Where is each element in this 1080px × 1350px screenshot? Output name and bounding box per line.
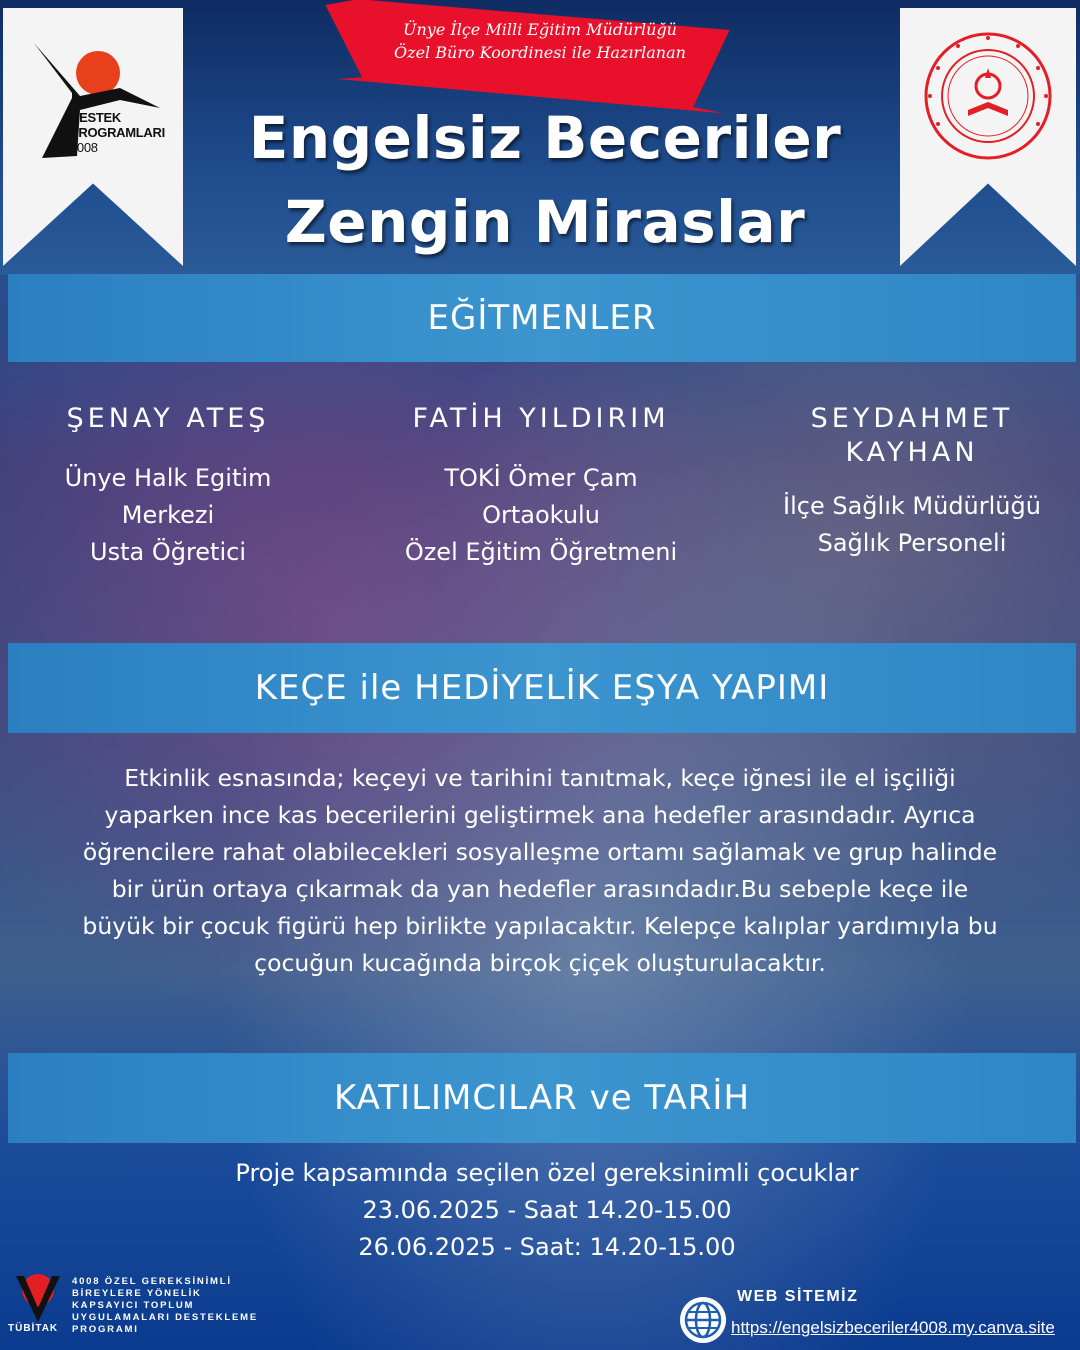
participants-date: 23.06.2025 - Saat 14.20-15.00 bbox=[362, 1196, 732, 1224]
trainer-card-1 bbox=[0, 402, 338, 571]
description-line: çocuğun kucağında birçok çiçek oluşturulacaktır. bbox=[254, 949, 826, 977]
section-participants-title: KATILIMCILAR ve TARİH bbox=[8, 1053, 1076, 1143]
trainer-name-line1: SEYDAHMET bbox=[810, 403, 1014, 434]
tubitak-label: TÜBİTAK bbox=[8, 1323, 59, 1334]
destek-line1: DESTEK bbox=[70, 110, 121, 125]
trainer-name: FATİH YILDIRIM bbox=[412, 403, 670, 434]
description-line: bir ürün ortaya çıkarmak da yan hedefler arasındadır.Bu sebeple keçe ile bbox=[111, 875, 969, 903]
description-line: Etkinlik esnasında; keçeyi ve tarihini tanıtmak, keçe iğnesi ile el işçiliği bbox=[124, 764, 956, 792]
program-line: KAPSAYICI TOPLUM bbox=[72, 1300, 195, 1311]
banner-text bbox=[360, 18, 720, 64]
trainer-name: ŞENAY ATEŞ bbox=[66, 403, 270, 434]
banner-line2: Özel Büro Koordinesi ile Hazırlanan bbox=[394, 43, 686, 62]
program-description bbox=[72, 1276, 282, 1336]
globe-icon bbox=[678, 1295, 728, 1345]
program-line: 4008 ÖZEL GEREKSİNİMLİ bbox=[72, 1276, 232, 1287]
web-label: WEB SİTEMİZ bbox=[737, 1288, 859, 1305]
trainer-card-2 bbox=[371, 402, 711, 571]
trainer-name bbox=[742, 402, 1080, 470]
activity-description bbox=[0, 760, 1080, 982]
main-title-line1: Engelsiz Beceriler bbox=[248, 104, 842, 172]
trainer-info-line: Ünye Halk Egitim bbox=[64, 464, 272, 492]
trainer-info-line: Özel Eğitim Öğretmeni bbox=[404, 538, 678, 566]
destek-line3: 4008 bbox=[70, 140, 98, 155]
section-activity-title: KEÇE ile HEDİYELİK EŞYA YAPIMI bbox=[8, 643, 1076, 733]
program-line: BİREYLERE YÖNELİK bbox=[72, 1288, 202, 1299]
description-line: büyük bir çocuk figürü hep birlikte yapılacaktır. Kelepçe kalıplar yardımıyla bu bbox=[82, 912, 998, 940]
program-line: UYGULAMALARI DESTEKLEME bbox=[72, 1312, 259, 1323]
trainer-info-line: Sağlık Personeli bbox=[817, 529, 1007, 557]
program-line: PROGRAMI bbox=[72, 1324, 139, 1335]
trainer-card-3 bbox=[742, 402, 1080, 562]
main-title bbox=[150, 96, 940, 264]
trainer-info-line: Usta Öğretici bbox=[90, 538, 246, 566]
participants-date: 26.06.2025 - Saat: 14.20-15.00 bbox=[358, 1233, 736, 1261]
trainer-info-line: Merkezi bbox=[121, 501, 215, 529]
participants-line: Proje kapsamında seçilen özel gereksinimli çocuklar bbox=[235, 1159, 859, 1187]
description-line: yaparken ince kas becerilerini geliştirmek ana hedefler arasındadır. Ayrıca bbox=[104, 801, 976, 829]
trainer-info-line: TOKİ Ömer Çam bbox=[444, 464, 638, 492]
description-line: öğrencilere rahat olabilecekleri sosyalleşme ortamı sağlamak ve grup halinde bbox=[82, 838, 998, 866]
destek-line2: PROGRAMLARI bbox=[70, 125, 165, 140]
trainer-info-line: İlçe Sağlık Müdürlüğü bbox=[783, 492, 1041, 520]
banner-line1: Ünye İlçe Milli Eğitim Müdürlüğü bbox=[403, 20, 677, 39]
main-title-line2: Zengin Miraslar bbox=[284, 188, 806, 256]
section-trainers-title: EĞİTMENLER bbox=[8, 274, 1076, 362]
website-link[interactable]: https://engelsizbeceriler4008.my.canva.site bbox=[731, 1318, 1055, 1337]
trainer-info-line: Ortaokulu bbox=[482, 501, 600, 529]
participants-info bbox=[0, 1155, 1080, 1266]
trainer-name-line2: KAYHAN bbox=[845, 437, 979, 468]
